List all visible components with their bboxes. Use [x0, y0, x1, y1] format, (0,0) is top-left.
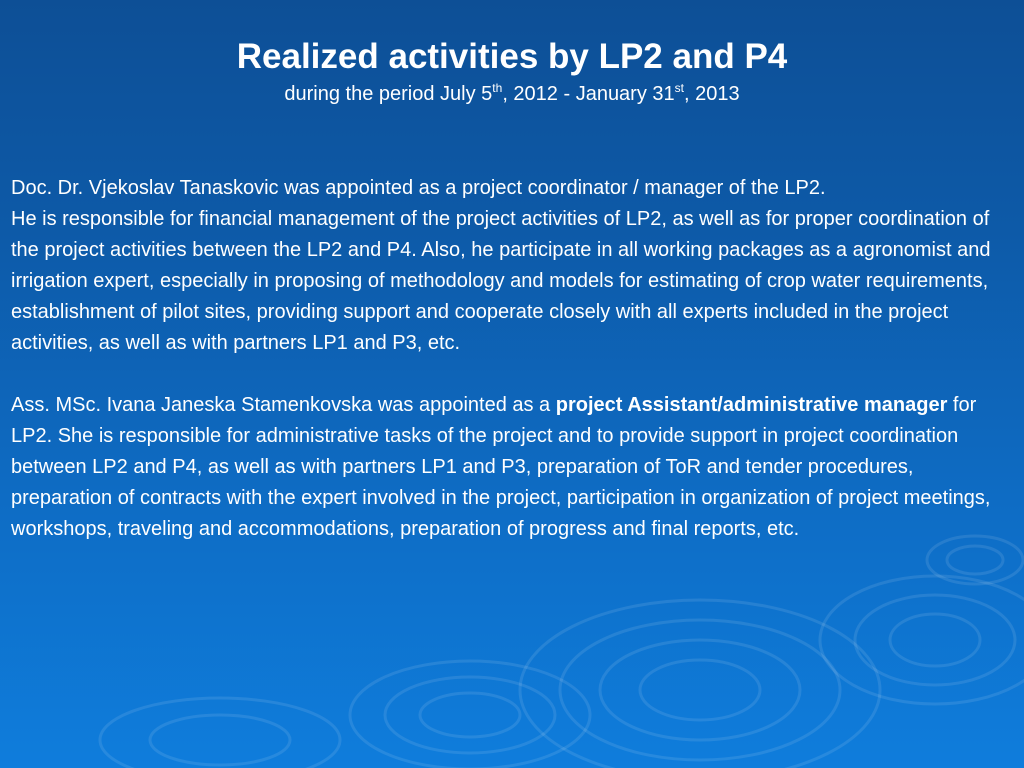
assistant-responsibilities-text: for LP2. She is responsible for administrative tasks of the project and to provide support in project coordination between LP2 and P4, as well as with partners LP1 and P3, preparation of ToR and tender procedures, preparation of contracts with the expert involved in the project, participation in organization of project meetings, workshops, traveling and accommodations, preparation of progress and final reports, etc. — [11, 394, 991, 540]
coordinator-responsibilities-text: He is responsible for financial management of the project activities of LP2, as well as for proper coordination of the project activities between the LP2 and P4. Also, he participate in all working packages as a agronomist and irrigation expert, especially in proposing of methodology and models for estimating of crop water requirements, establishment of pilot sites, providing support and cooperate closely with all experts included in the project activities, as well as with partners LP1 and P3, etc. — [11, 208, 991, 354]
paragraph-spacer — [11, 359, 1011, 390]
assistant-role-bold: project Assistant/administrative manager — [555, 394, 948, 416]
assistant-paragraph — [11, 390, 1011, 545]
slide-title: Realized activities by LP2 and P4 — [236, 37, 788, 76]
title-block — [0, 36, 1024, 108]
subtitle-superscript-1: th — [492, 81, 503, 95]
subtitle-superscript-2: st — [674, 81, 684, 95]
slide-body — [11, 173, 1011, 545]
subtitle-suffix: , 2013 — [684, 83, 740, 105]
coordinator-appointment-text: Doc. Dr. Vjekoslav Tanaskovic was appointed as a project coordinator / manager of the LP2. — [11, 177, 826, 199]
subtitle-middle: , 2012 - January 31 — [502, 83, 675, 105]
subtitle-prefix: during the period July 5 — [284, 83, 493, 105]
slide-subtitle — [0, 80, 1024, 108]
assistant-intro-text: Ass. MSc. Ivana Janeska Stamenkovska was appointed as a — [11, 394, 556, 416]
